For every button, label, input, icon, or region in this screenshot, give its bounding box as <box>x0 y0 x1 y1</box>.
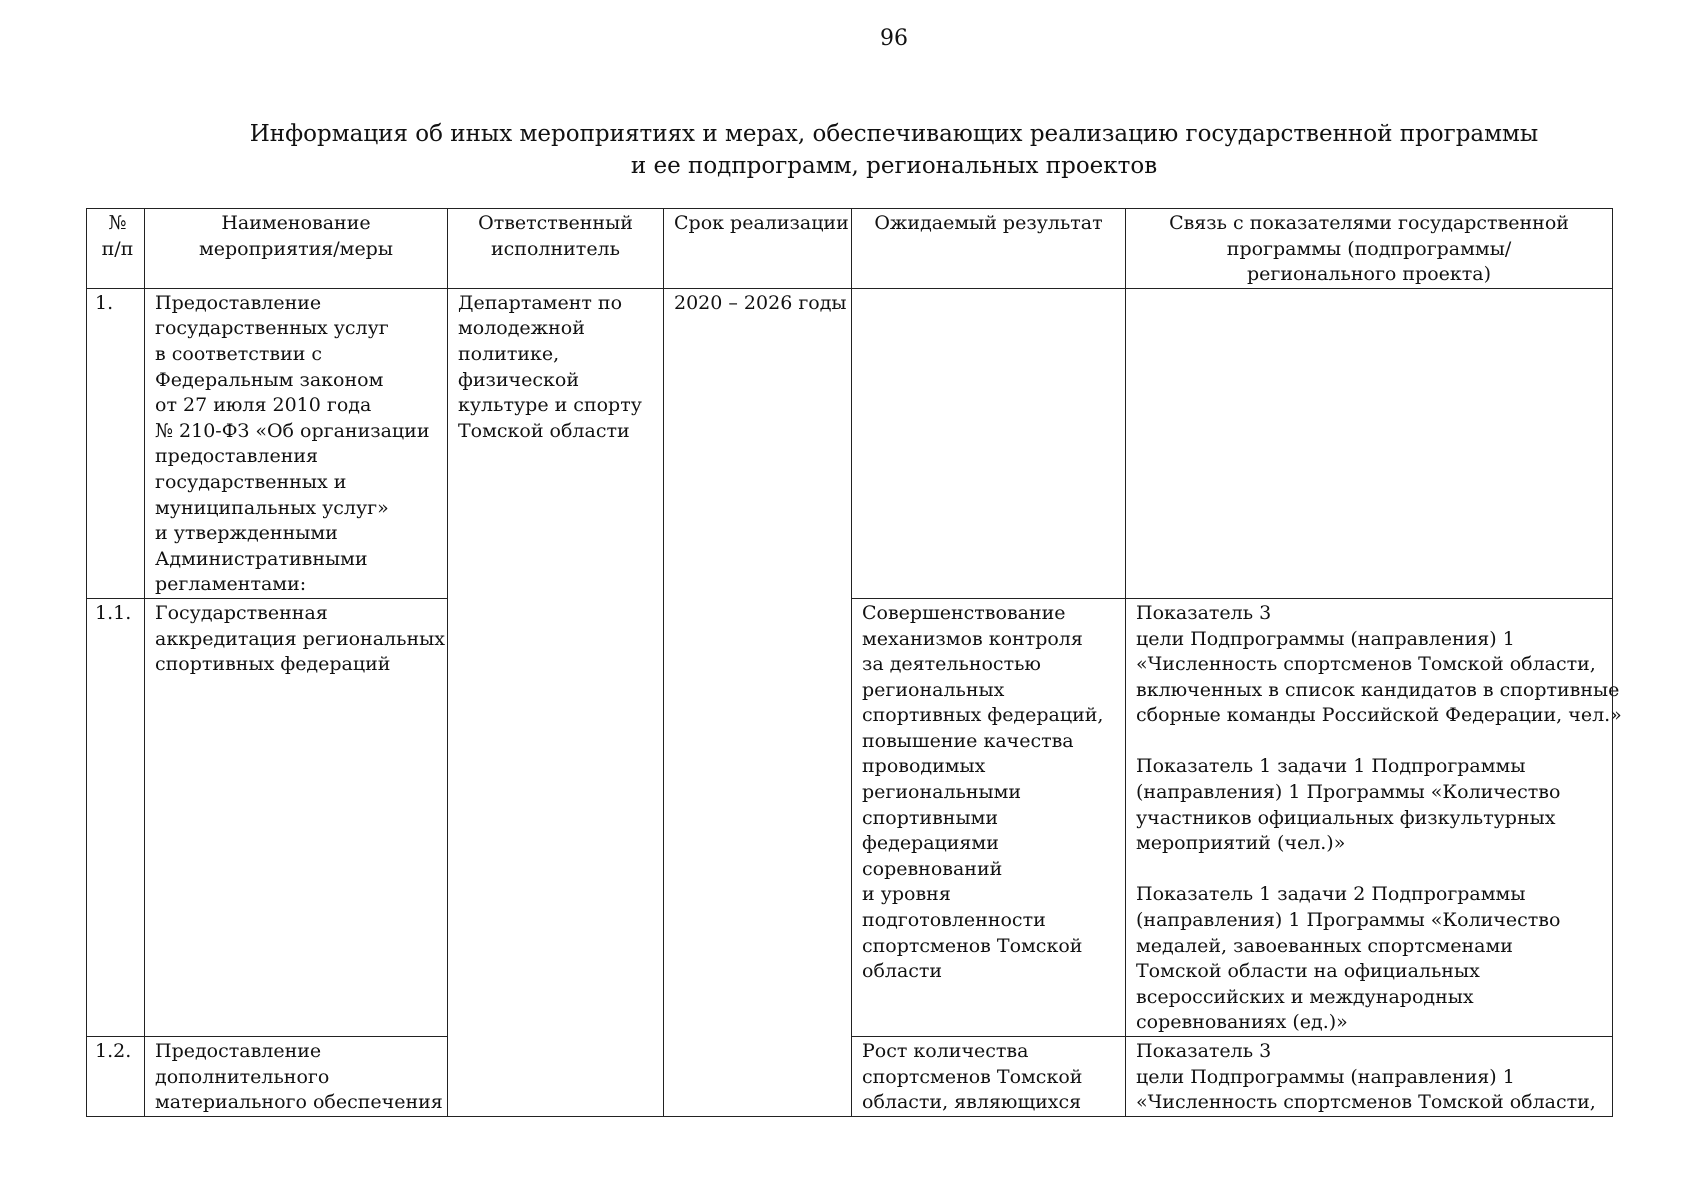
row-link <box>1126 288 1613 598</box>
document-title <box>0 118 1698 182</box>
text-line: Показатель 1 задачи 2 Подпрограммы <box>1136 883 1526 906</box>
text-line: в соответствии с <box>155 342 323 365</box>
text-line: спортивными <box>862 806 999 829</box>
text-line: Показатель 3 <box>1136 601 1272 624</box>
text-line: спортивных федераций, <box>862 704 1104 727</box>
text-line: Рост количества <box>862 1040 1029 1062</box>
row-name <box>145 598 448 1036</box>
text-line: Предоставление <box>155 1040 322 1062</box>
text-line: цели Подпрограммы (направления) 1 <box>1136 1065 1515 1088</box>
text-line: молодежной <box>458 317 585 340</box>
text-line: политике, <box>458 342 560 365</box>
text-line: цели Подпрограммы (направления) 1 <box>1136 627 1515 650</box>
text-line: подготовленности <box>862 909 1046 932</box>
header-executor <box>448 209 664 289</box>
text-line: материального обеспечения <box>155 1091 443 1114</box>
text-line: Государственная <box>155 601 328 624</box>
row-num: 1.1. <box>87 598 145 1036</box>
text-line: программы (подпрограммы/ <box>1226 237 1512 260</box>
text-line: участников официальных физкультурных <box>1136 806 1556 829</box>
table-row <box>87 288 1613 598</box>
text-line: мероприятия/меры <box>199 237 393 260</box>
text-line: и утвержденными <box>155 522 338 545</box>
title-line-2: и ее подпрограмм, региональных проектов <box>630 153 1158 179</box>
row-link <box>1126 1037 1613 1117</box>
text-line: региональных <box>862 678 1005 701</box>
text-line: соревнований <box>862 857 1003 880</box>
header-result <box>852 209 1126 289</box>
row-result <box>852 598 1126 1036</box>
text-line: физической <box>458 368 579 391</box>
row-link <box>1126 598 1622 1036</box>
text-line: «Численность спортсменов Томской области, <box>1136 653 1596 676</box>
text-line: Показатель 3 <box>1136 1040 1272 1062</box>
text-line: спортсменов Томской <box>862 1065 1083 1088</box>
page-number: 96 <box>880 26 908 51</box>
text-line: регионального проекта) <box>1246 263 1492 286</box>
row-term <box>664 288 852 1116</box>
header-num <box>87 209 145 289</box>
text-line: исполнитель <box>491 237 620 260</box>
text-line: Ответственный <box>478 212 633 234</box>
row-name <box>145 1037 448 1117</box>
header-name <box>145 209 448 289</box>
text-line: проводимых <box>862 755 986 778</box>
text-line: культуре и спорту <box>458 394 642 417</box>
indicator-block <box>1136 882 1602 1036</box>
row-num: 1.2. <box>87 1037 145 1117</box>
text-line: спортсменов Томской <box>862 934 1083 957</box>
measures-table <box>86 208 1622 1117</box>
text-line: (направления) 1 Программы «Количество <box>1136 909 1561 932</box>
text-line: сборные команды Российской Федерации, чел.» <box>1136 704 1622 727</box>
text-line: государственных услуг <box>155 317 389 340</box>
text-line: «Численность спортсменов Томской области, <box>1136 1091 1596 1114</box>
text-line: региональными <box>862 781 1022 804</box>
text-line: за деятельностью <box>862 653 1041 676</box>
text-line: предоставления <box>155 445 319 468</box>
indicator-block <box>1136 754 1602 856</box>
text-line: мероприятий (чел.)» <box>1136 832 1346 855</box>
text-line: п/п <box>101 237 134 260</box>
text-line: механизмов контроля <box>862 627 1083 650</box>
text-line: Связь с показателями государственной <box>1169 212 1569 234</box>
header-row <box>87 209 1613 289</box>
text-line: Томской области на официальных <box>1136 960 1480 983</box>
text-line: Наименование <box>221 212 371 234</box>
text-line: федерациями <box>862 832 999 855</box>
title-line-1: Информация об иных мероприятиях и мерах, обеспечивающих реализацию государственной программы <box>249 121 1539 147</box>
text-line: области, являющихся <box>862 1091 1082 1114</box>
text-line: Томской области <box>458 419 630 442</box>
text-line: № <box>108 212 127 234</box>
text-line: Совершенствование <box>862 601 1066 624</box>
text-line: Департамент по <box>458 291 623 314</box>
text-line: Административными <box>155 547 368 570</box>
text-line: соревнованиях (ед.)» <box>1136 1011 1348 1034</box>
text-line: аккредитация региональных <box>155 627 445 650</box>
text-line: Срок реализации <box>674 212 849 234</box>
header-term <box>664 209 852 289</box>
row-num: 1. <box>87 288 145 598</box>
row-result <box>852 1037 1126 1117</box>
text-line: (направления) 1 Программы «Количество <box>1136 781 1561 804</box>
text-line: муниципальных услуг» <box>155 496 389 519</box>
text-line: Показатель 1 задачи 1 Подпрограммы <box>1136 755 1526 778</box>
text-line: области <box>862 960 943 983</box>
header-link <box>1126 209 1613 289</box>
text-line: № 210-ФЗ «Об организации <box>155 419 430 442</box>
text-line: повышение качества <box>862 729 1074 752</box>
row-executor <box>448 288 664 1116</box>
row-name <box>145 288 448 598</box>
indicator-block <box>1136 601 1622 729</box>
text-line: и уровня <box>862 883 951 906</box>
text-line: государственных и <box>155 470 347 493</box>
row-result <box>852 288 1126 598</box>
text-line: Федеральным законом <box>155 368 384 391</box>
text-line: Ожидаемый результат <box>874 212 1103 234</box>
text-line: спортивных федераций <box>155 653 391 676</box>
text-line: дополнительного <box>155 1065 330 1088</box>
text-line: включенных в список кандидатов в спортивные <box>1136 678 1620 701</box>
text-line: всероссийских и международных <box>1136 985 1474 1008</box>
term-text: 2020 – 2026 годы <box>674 291 847 314</box>
text-line: от 27 июля 2010 года <box>155 394 372 417</box>
text-line: Предоставление <box>155 291 322 314</box>
text-line: регламентами: <box>155 573 307 596</box>
text-line: медалей, завоеванных спортсменами <box>1136 934 1513 957</box>
